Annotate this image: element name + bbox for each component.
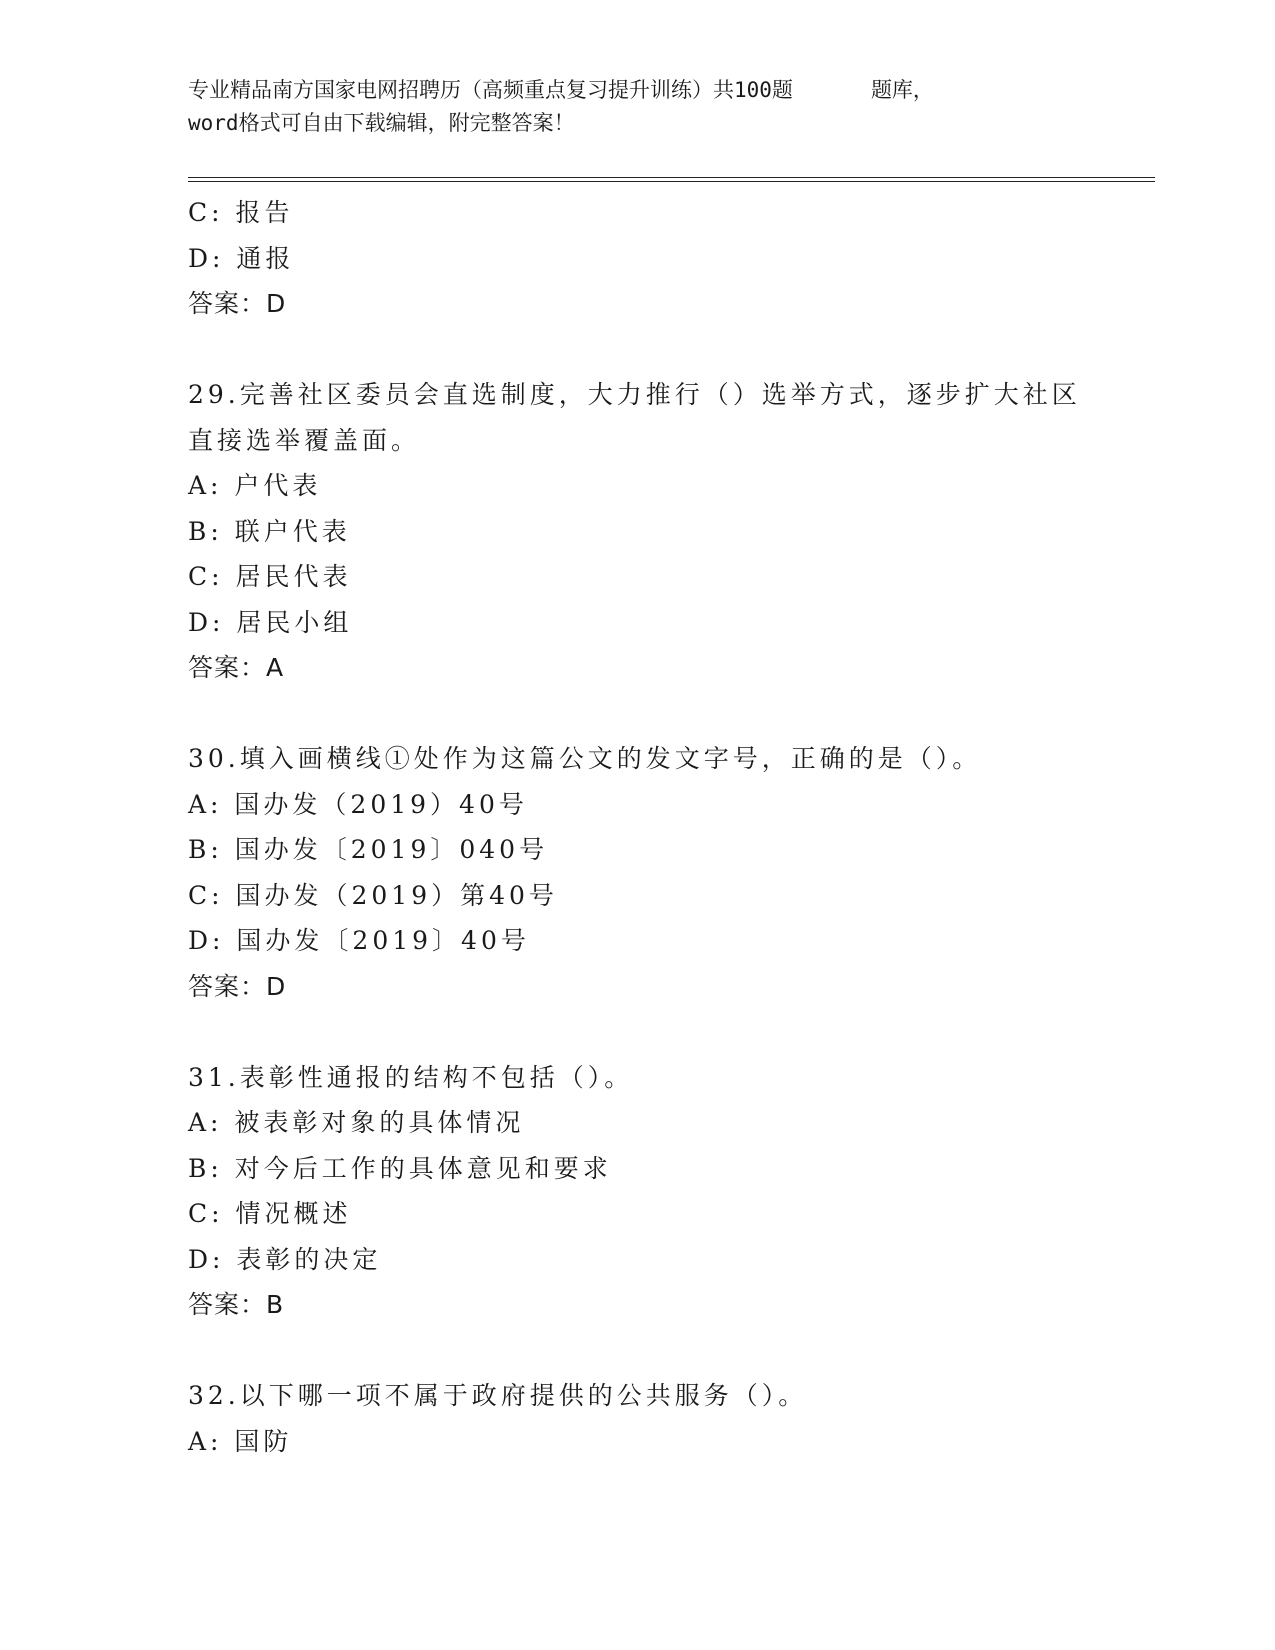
option-c: C: 报告 xyxy=(188,198,294,227)
option-a: A: 国防 xyxy=(188,1426,293,1456)
option-c: C: 情况概述 xyxy=(188,1199,352,1228)
question-stem: 29.完善社区委员会直选制度，大力推行（）选举方式，逐步扩大社区 xyxy=(188,380,1081,409)
option-b: B: 对今后工作的具体意见和要求 xyxy=(188,1153,612,1183)
header-line-2: word格式可自由下载编辑，附完整答案！ xyxy=(188,111,575,135)
option-d: D: 通报 xyxy=(188,243,295,273)
question-stem-continued: 直接选举覆盖面。 xyxy=(188,425,421,455)
question-stem: 32.以下哪一项不属于政府提供的公共服务（）。 xyxy=(188,1381,808,1410)
option-c: C: 居民代表 xyxy=(188,562,352,591)
option-b: B: 联户代表 xyxy=(188,516,351,546)
option-a: A: 被表彰对象的具体情况 xyxy=(188,1108,525,1137)
header-line-1 xyxy=(188,74,1068,107)
question-list xyxy=(188,190,1088,1464)
answer: 答案：A xyxy=(188,653,285,682)
option-d: D: 表彰的决定 xyxy=(188,1244,382,1274)
option-d: D: 居民小组 xyxy=(188,607,353,637)
question-stem: 30.填入画横线①处作为这篇公文的发文字号，正确的是（）。 xyxy=(188,744,982,773)
option-b: B: 国办发〔2019〕040号 xyxy=(188,835,549,864)
question-32 xyxy=(188,1373,1088,1464)
page-header xyxy=(188,74,1068,140)
option-a: A: 户代表 xyxy=(188,471,322,500)
option-a: A: 国办发（2019）40号 xyxy=(188,789,528,819)
question-stem: 31.表彰性通报的结构不包括（）。 xyxy=(188,1062,634,1092)
header-divider-top xyxy=(188,177,1155,178)
header-divider-bottom xyxy=(188,181,1155,182)
question-29 xyxy=(188,372,1088,691)
answer: 答案：B xyxy=(188,1290,285,1319)
question-31 xyxy=(188,1055,1088,1328)
header-title-suffix: 题库， xyxy=(870,78,934,102)
answer: 答案：D xyxy=(188,289,287,318)
option-c: C: 国办发（2019）第40号 xyxy=(188,880,558,910)
answer: 答案：D xyxy=(188,971,287,1001)
question-30 xyxy=(188,736,1088,1009)
header-title: 专业精品南方国家电网招聘历（高频重点复习提升训练）共100题 xyxy=(188,78,793,102)
option-d: D: 国办发〔2019〕40号 xyxy=(188,926,530,955)
